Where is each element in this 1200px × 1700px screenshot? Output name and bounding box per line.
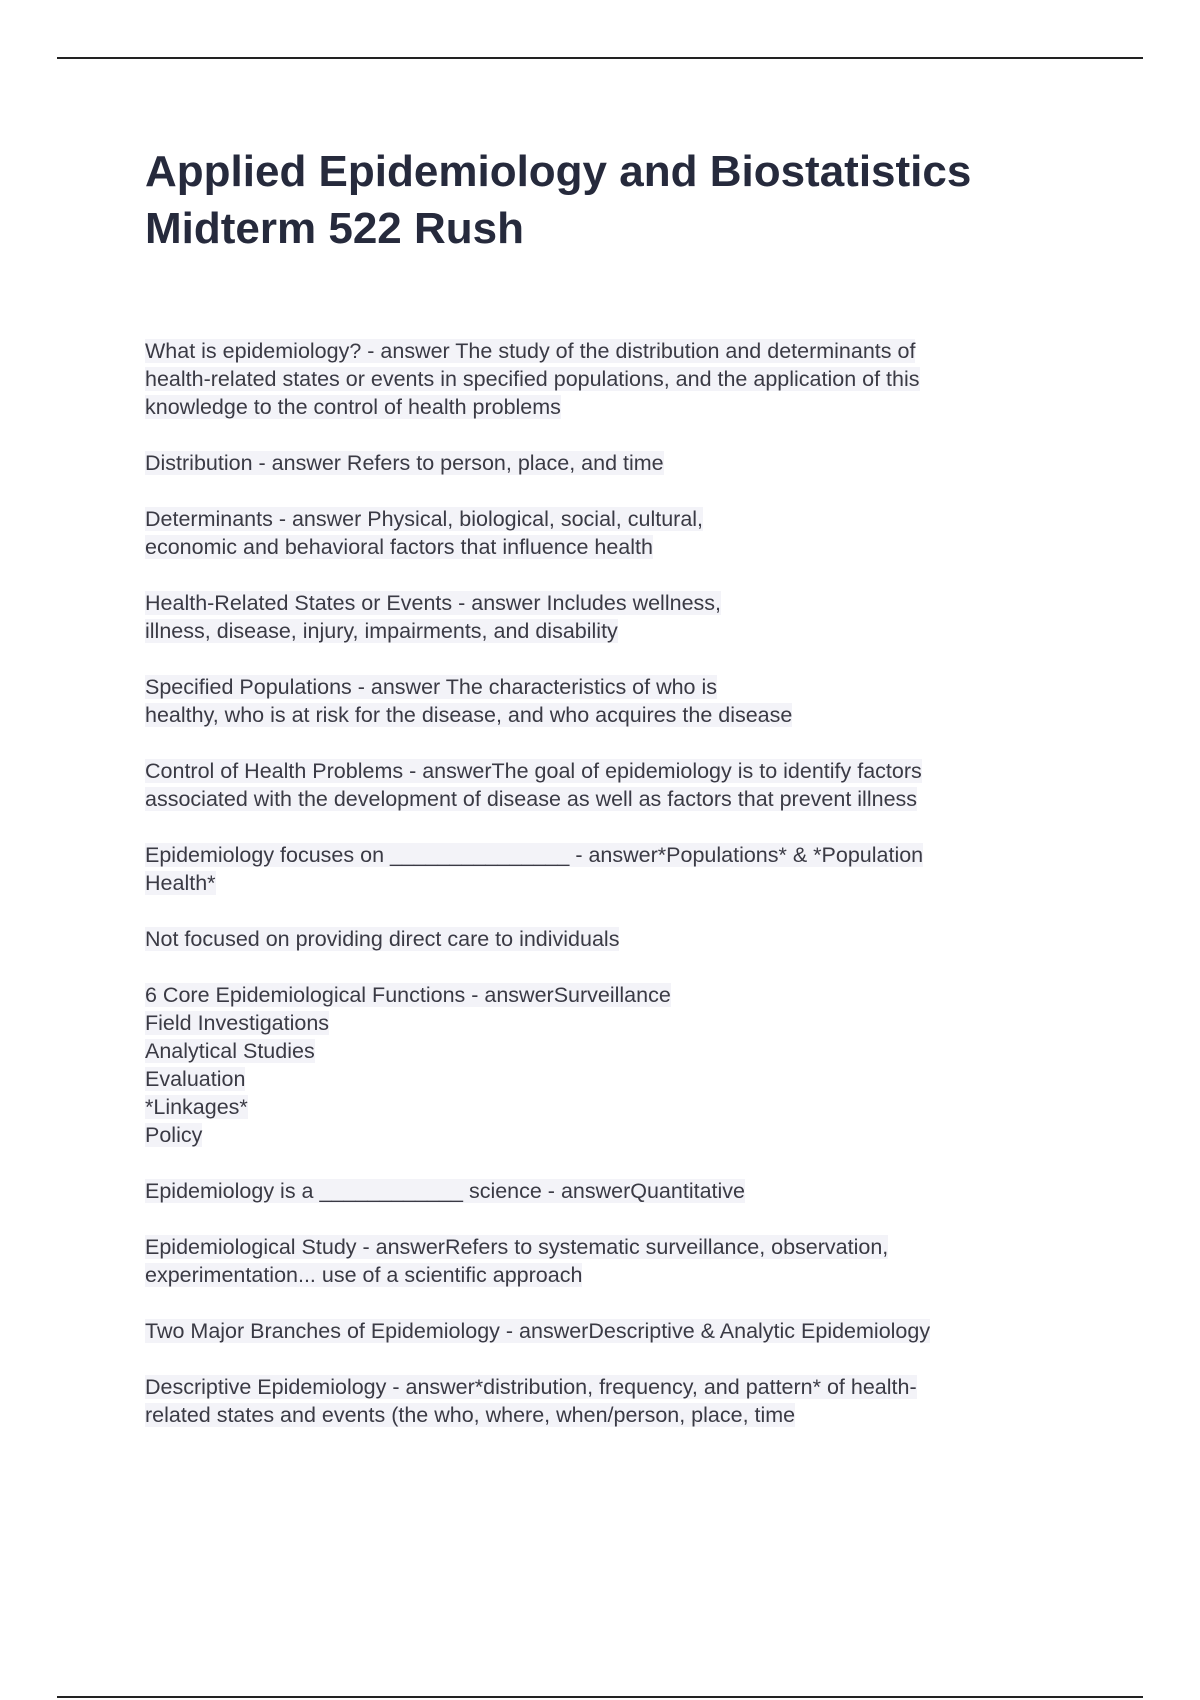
- qa-text-line: Epidemiology is a ____________ science - answerQuantitative: [145, 1179, 745, 1203]
- qa-text-line: Epidemiology focuses on _______________ - answer*Populations* & *Population: [145, 843, 924, 867]
- qa-entry: [145, 925, 1045, 953]
- qa-text-line: Analytical Studies: [145, 1039, 315, 1063]
- title-line: Applied Epidemiology and Biostatistics: [145, 147, 972, 196]
- qa-text-line: associated with the development of disease as well as factors that prevent illness: [145, 787, 918, 811]
- qa-text-line: Not focused on providing direct care to individuals: [145, 927, 620, 951]
- qa-text-line: Health*: [145, 871, 216, 895]
- qa-entry: [145, 505, 1045, 561]
- qa-text-line: economic and behavioral factors that influence health: [145, 535, 653, 559]
- qa-text-line: Specified Populations - answer The characteristics of who is: [145, 675, 718, 699]
- qa-text-line: illness, disease, injury, impairments, and disability: [145, 619, 618, 643]
- qa-text-line: Control of Health Problems - answerThe goal of epidemiology is to identify factors: [145, 759, 922, 783]
- qa-entry: [145, 841, 1045, 897]
- title-line: Midterm 522 Rush: [145, 204, 524, 253]
- qa-text-line: healthy, who is at risk for the disease, and who acquires the disease: [145, 703, 793, 727]
- qa-text-line: Field Investigations: [145, 1011, 330, 1035]
- qa-list: [145, 337, 1045, 1457]
- qa-entry: [145, 337, 1045, 421]
- qa-entry: [145, 981, 1045, 1149]
- qa-text-line: related states and events (the who, where, when/person, place, time: [145, 1403, 796, 1427]
- bottom-divider: [57, 1696, 1143, 1698]
- qa-text-line: Evaluation: [145, 1067, 246, 1091]
- qa-entry: [145, 1177, 1045, 1205]
- qa-text-line: Determinants - answer Physical, biological, social, cultural,: [145, 507, 704, 531]
- qa-text-line: knowledge to the control of health problems: [145, 395, 561, 419]
- qa-entry: [145, 673, 1045, 729]
- qa-text-line: Descriptive Epidemiology - answer*distribution, frequency, and pattern* of health-: [145, 1375, 917, 1399]
- qa-entry: [145, 1373, 1045, 1429]
- qa-text-line: What is epidemiology? - answer The study of the distribution and determinants of: [145, 339, 916, 363]
- qa-text-line: experimentation... use of a scientific approach: [145, 1263, 583, 1287]
- qa-text-line: Two Major Branches of Epidemiology - answerDescriptive & Analytic Epidemiology: [145, 1319, 931, 1343]
- qa-text-line: 6 Core Epidemiological Functions - answerSurveillance: [145, 983, 671, 1007]
- qa-entry: [145, 589, 1045, 645]
- qa-text-line: *Linkages*: [145, 1095, 248, 1119]
- top-divider: [57, 57, 1143, 59]
- qa-text-line: Distribution - answer Refers to person, place, and time: [145, 451, 664, 475]
- qa-text-line: Health-Related States or Events - answer Includes wellness,: [145, 591, 721, 615]
- page-title: [145, 143, 1105, 257]
- qa-entry: [145, 1233, 1045, 1289]
- qa-entry: [145, 757, 1045, 813]
- qa-text-line: Epidemiological Study - answerRefers to systematic surveillance, observation,: [145, 1235, 889, 1259]
- qa-text-line: Policy: [145, 1123, 203, 1147]
- qa-entry: [145, 1317, 1045, 1345]
- qa-entry: [145, 449, 1045, 477]
- qa-text-line: health-related states or events in specified populations, and the application of this: [145, 367, 920, 391]
